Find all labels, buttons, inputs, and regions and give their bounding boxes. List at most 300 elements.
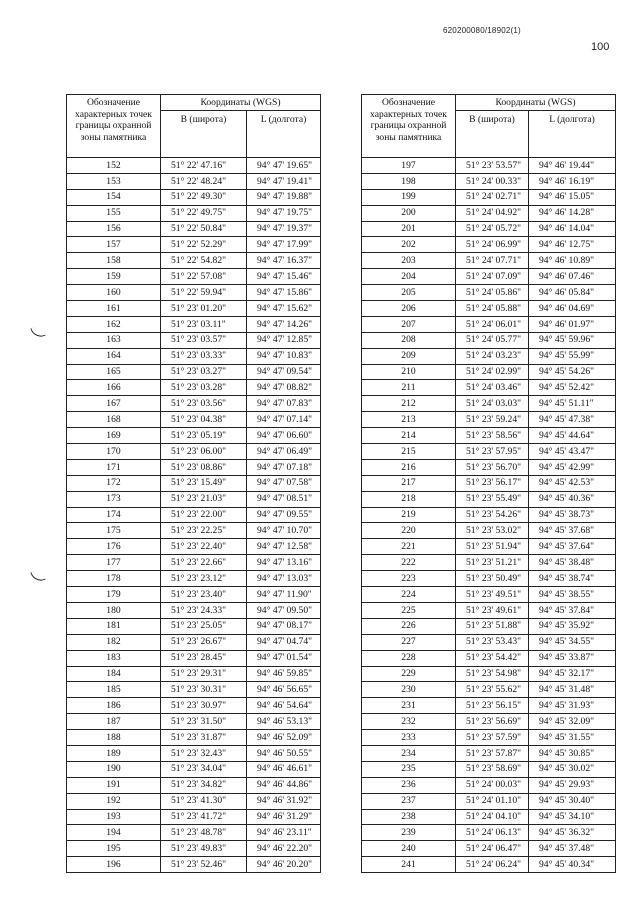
table-row	[362, 857, 616, 873]
table-row	[67, 555, 321, 571]
latitude-cell: 51° 22' 59.94"	[161, 285, 247, 301]
latitude-cell: 51° 23' 24.33"	[161, 602, 247, 618]
point-id-cell: 158	[67, 253, 161, 269]
table-row	[362, 332, 616, 348]
table-row	[67, 666, 321, 682]
table-row	[67, 237, 321, 253]
point-id-cell: 188	[67, 730, 161, 746]
point-id-cell: 206	[362, 301, 456, 317]
table-row	[362, 269, 616, 285]
point-id-cell: 232	[362, 714, 456, 730]
longitude-cell: 94° 45' 32.09"	[529, 714, 616, 730]
latitude-cell: 51° 23' 04.38"	[161, 412, 247, 428]
point-id-cell: 156	[67, 221, 161, 237]
longitude-cell: 94° 47' 15.62"	[247, 301, 321, 317]
latitude-cell: 51° 22' 54.82"	[161, 253, 247, 269]
point-id-cell: 183	[67, 650, 161, 666]
longitude-cell: 94° 45' 55.99"	[529, 348, 616, 364]
table-row	[67, 221, 321, 237]
longitude-cell: 94° 47' 07.18"	[247, 459, 321, 475]
point-id-cell: 205	[362, 285, 456, 301]
latitude-cell: 51° 24' 06.13"	[456, 825, 529, 841]
point-id-cell: 211	[362, 380, 456, 396]
latitude-cell: 51° 23' 22.40"	[161, 539, 247, 555]
latitude-cell: 51° 24' 03.03"	[456, 396, 529, 412]
table-row	[67, 650, 321, 666]
longitude-cell: 94° 47' 10.70"	[247, 523, 321, 539]
longitude-cell: 94° 46' 20.20"	[247, 857, 321, 873]
latitude-cell: 51° 24' 02.99"	[456, 364, 529, 380]
coords-column-header: Координаты (WGS)	[456, 95, 616, 111]
margin-mark	[30, 568, 45, 583]
lon-column-header: L (долгота)	[529, 111, 616, 158]
latitude-cell: 51° 23' 03.56"	[161, 396, 247, 412]
longitude-cell: 94° 47' 01.54"	[247, 650, 321, 666]
point-id-cell: 174	[67, 507, 161, 523]
point-id-cell: 182	[67, 634, 161, 650]
table-row	[67, 571, 321, 587]
latitude-cell: 51° 23' 57.59"	[456, 730, 529, 746]
longitude-cell: 94° 47' 09.54"	[247, 364, 321, 380]
longitude-cell: 94° 45' 38.48"	[529, 555, 616, 571]
point-id-cell: 164	[67, 348, 161, 364]
point-id-cell: 214	[362, 428, 456, 444]
table-row	[67, 428, 321, 444]
point-id-cell: 192	[67, 793, 161, 809]
point-id-cell: 197	[362, 158, 456, 174]
point-id-cell: 187	[67, 714, 161, 730]
table-row	[67, 761, 321, 777]
point-id-cell: 175	[67, 523, 161, 539]
table-row	[67, 459, 321, 475]
latitude-cell: 51° 23' 55.49"	[456, 491, 529, 507]
latitude-cell: 51° 22' 57.08"	[161, 269, 247, 285]
point-id-cell: 241	[362, 857, 456, 873]
table-row	[362, 841, 616, 857]
longitude-cell: 94° 45' 51.11"	[529, 396, 616, 412]
latitude-cell: 51° 23' 22.66"	[161, 555, 247, 571]
longitude-cell: 94° 46' 31.29"	[247, 809, 321, 825]
table-row	[362, 221, 616, 237]
table-row	[362, 475, 616, 491]
latitude-cell: 51° 23' 29.31"	[161, 666, 247, 682]
latitude-cell: 51° 23' 53.57"	[456, 158, 529, 174]
table-row	[67, 269, 321, 285]
latitude-cell: 51° 23' 23.40"	[161, 587, 247, 603]
latitude-cell: 51° 23' 26.67"	[161, 634, 247, 650]
table-row	[362, 237, 616, 253]
table-row	[67, 412, 321, 428]
latitude-cell: 51° 23' 03.11"	[161, 316, 247, 332]
margin-mark	[30, 324, 45, 339]
latitude-cell: 51° 23' 03.57"	[161, 332, 247, 348]
latitude-cell: 51° 23' 51.88"	[456, 618, 529, 634]
point-column-header: Обозначение характерных точек границы охранной зоны памятника	[67, 95, 161, 158]
longitude-cell: 94° 47' 12.85"	[247, 332, 321, 348]
point-id-cell: 228	[362, 650, 456, 666]
longitude-cell: 94° 47' 07.14"	[247, 412, 321, 428]
longitude-cell: 94° 47' 17.99"	[247, 237, 321, 253]
point-id-cell: 191	[67, 777, 161, 793]
latitude-cell: 51° 23' 57.87"	[456, 745, 529, 761]
longitude-cell: 94° 46' 56.65"	[247, 682, 321, 698]
longitude-cell: 94° 45' 52.42"	[529, 380, 616, 396]
point-id-cell: 163	[67, 332, 161, 348]
longitude-cell: 94° 45' 40.36"	[529, 491, 616, 507]
table-row	[362, 761, 616, 777]
table-row	[362, 650, 616, 666]
point-id-cell: 230	[362, 682, 456, 698]
longitude-cell: 94° 46' 16.19"	[529, 173, 616, 189]
longitude-cell: 94° 46' 10.89"	[529, 253, 616, 269]
longitude-cell: 94° 45' 38.73"	[529, 507, 616, 523]
table-row	[362, 666, 616, 682]
longitude-cell: 94° 46' 05.84"	[529, 285, 616, 301]
table-row	[67, 841, 321, 857]
latitude-cell: 51° 23' 03.27"	[161, 364, 247, 380]
table-row	[362, 587, 616, 603]
point-id-cell: 152	[67, 158, 161, 174]
point-id-cell: 170	[67, 444, 161, 460]
latitude-cell: 51° 23' 56.15"	[456, 698, 529, 714]
table-row	[362, 348, 616, 364]
table-row	[67, 444, 321, 460]
point-id-cell: 209	[362, 348, 456, 364]
point-id-cell: 223	[362, 571, 456, 587]
latitude-cell: 51° 23' 48.78"	[161, 825, 247, 841]
table-row	[67, 777, 321, 793]
longitude-cell: 94° 45' 40.34"	[529, 857, 616, 873]
table-row	[67, 857, 321, 873]
latitude-cell: 51° 24' 00.33"	[456, 173, 529, 189]
table-row	[362, 555, 616, 571]
point-id-cell: 196	[67, 857, 161, 873]
point-id-cell: 181	[67, 618, 161, 634]
longitude-cell: 94° 47' 08.82"	[247, 380, 321, 396]
longitude-cell: 94° 45' 42.99"	[529, 459, 616, 475]
point-id-cell: 199	[362, 189, 456, 205]
latitude-cell: 51° 23' 41.72"	[161, 809, 247, 825]
point-id-cell: 157	[67, 237, 161, 253]
latitude-cell: 51° 22' 52.29"	[161, 237, 247, 253]
longitude-cell: 94° 47' 07.58"	[247, 475, 321, 491]
latitude-cell: 51° 23' 30.31"	[161, 682, 247, 698]
point-id-cell: 236	[362, 777, 456, 793]
longitude-cell: 94° 46' 19.44"	[529, 158, 616, 174]
longitude-cell: 94° 46' 46.61"	[247, 761, 321, 777]
latitude-cell: 51° 23' 51.21"	[456, 555, 529, 571]
table-row	[362, 682, 616, 698]
table-row	[362, 634, 616, 650]
point-id-cell: 213	[362, 412, 456, 428]
lon-column-header: L (долгота)	[247, 111, 321, 158]
longitude-cell: 94° 47' 08.17"	[247, 618, 321, 634]
longitude-cell: 94° 46' 52.09"	[247, 730, 321, 746]
table-row	[67, 682, 321, 698]
point-id-cell: 193	[67, 809, 161, 825]
table-row	[67, 364, 321, 380]
table-row	[67, 793, 321, 809]
table-row	[67, 332, 321, 348]
point-id-cell: 194	[67, 825, 161, 841]
table-row	[362, 316, 616, 332]
longitude-cell: 94° 47' 06.49"	[247, 444, 321, 460]
table-row	[362, 745, 616, 761]
latitude-cell: 51° 23' 08.86"	[161, 459, 247, 475]
point-id-cell: 215	[362, 444, 456, 460]
latitude-cell: 51° 23' 58.69"	[456, 761, 529, 777]
latitude-cell: 51° 23' 51.94"	[456, 539, 529, 555]
latitude-cell: 51° 24' 04.92"	[456, 205, 529, 221]
latitude-cell: 51° 23' 56.70"	[456, 459, 529, 475]
page-number: 100	[591, 41, 610, 53]
table-row	[362, 444, 616, 460]
longitude-cell: 94° 45' 30.40"	[529, 793, 616, 809]
point-column-header: Обозначение характерных точек границы охранной зоны памятника	[362, 95, 456, 158]
point-id-cell: 218	[362, 491, 456, 507]
latitude-cell: 51° 24' 05.86"	[456, 285, 529, 301]
table-row	[67, 809, 321, 825]
longitude-cell: 94° 46' 50.55"	[247, 745, 321, 761]
point-id-cell: 185	[67, 682, 161, 698]
latitude-cell: 51° 23' 50.49"	[456, 571, 529, 587]
longitude-cell: 94° 47' 12.58"	[247, 539, 321, 555]
table-row	[362, 285, 616, 301]
point-id-cell: 173	[67, 491, 161, 507]
longitude-cell: 94° 45' 43.47"	[529, 444, 616, 460]
longitude-cell: 94° 45' 38.55"	[529, 587, 616, 603]
point-id-cell: 189	[67, 745, 161, 761]
table-row	[67, 173, 321, 189]
latitude-cell: 51° 23' 03.33"	[161, 348, 247, 364]
point-id-cell: 168	[67, 412, 161, 428]
point-id-cell: 227	[362, 634, 456, 650]
table-row	[362, 777, 616, 793]
coordinates-table-left	[66, 94, 321, 873]
point-id-cell: 177	[67, 555, 161, 571]
point-id-cell: 239	[362, 825, 456, 841]
point-id-cell: 200	[362, 205, 456, 221]
table-row	[362, 428, 616, 444]
latitude-cell: 51° 24' 00.03"	[456, 777, 529, 793]
table-row	[67, 396, 321, 412]
latitude-cell: 51° 24' 05.88"	[456, 301, 529, 317]
coordinates-table-right	[361, 94, 616, 873]
longitude-cell: 94° 45' 30.02"	[529, 761, 616, 777]
point-id-cell: 169	[67, 428, 161, 444]
point-id-cell: 201	[362, 221, 456, 237]
longitude-cell: 94° 47' 13.16"	[247, 555, 321, 571]
point-id-cell: 165	[67, 364, 161, 380]
point-id-cell: 178	[67, 571, 161, 587]
longitude-cell: 94° 47' 09.50"	[247, 602, 321, 618]
table-row	[67, 539, 321, 555]
point-id-cell: 240	[362, 841, 456, 857]
longitude-cell: 94° 47' 19.65"	[247, 158, 321, 174]
latitude-cell: 51° 23' 03.28"	[161, 380, 247, 396]
longitude-cell: 94° 46' 54.64"	[247, 698, 321, 714]
longitude-cell: 94° 45' 59.96"	[529, 332, 616, 348]
longitude-cell: 94° 45' 36.32"	[529, 825, 616, 841]
point-id-cell: 233	[362, 730, 456, 746]
longitude-cell: 94° 47' 19.75"	[247, 205, 321, 221]
point-id-cell: 184	[67, 666, 161, 682]
table-row	[67, 618, 321, 634]
point-id-cell: 208	[362, 332, 456, 348]
latitude-cell: 51° 23' 49.83"	[161, 841, 247, 857]
latitude-cell: 51° 23' 25.05"	[161, 618, 247, 634]
point-id-cell: 204	[362, 269, 456, 285]
latitude-cell: 51° 24' 01.10"	[456, 793, 529, 809]
longitude-cell: 94° 45' 38.74"	[529, 571, 616, 587]
point-id-cell: 231	[362, 698, 456, 714]
table-row	[362, 809, 616, 825]
table-row	[362, 253, 616, 269]
table-body-left	[67, 158, 321, 873]
longitude-cell: 94° 47' 19.88"	[247, 189, 321, 205]
point-id-cell: 176	[67, 539, 161, 555]
table-row	[67, 587, 321, 603]
table-row	[67, 634, 321, 650]
longitude-cell: 94° 45' 34.55"	[529, 634, 616, 650]
point-id-cell: 190	[67, 761, 161, 777]
table-row	[67, 714, 321, 730]
longitude-cell: 94° 45' 31.55"	[529, 730, 616, 746]
longitude-cell: 94° 45' 32.17"	[529, 666, 616, 682]
table-row	[362, 730, 616, 746]
point-id-cell: 234	[362, 745, 456, 761]
point-id-cell: 222	[362, 555, 456, 571]
longitude-cell: 94° 46' 01.97"	[529, 316, 616, 332]
longitude-cell: 94° 45' 34.10"	[529, 809, 616, 825]
point-id-cell: 225	[362, 602, 456, 618]
table-row	[67, 205, 321, 221]
latitude-cell: 51° 23' 22.25"	[161, 523, 247, 539]
point-id-cell: 153	[67, 173, 161, 189]
table-row	[67, 523, 321, 539]
document-id: 620200080/18902(1)	[443, 26, 521, 35]
latitude-cell: 51° 23' 01.20"	[161, 301, 247, 317]
point-id-cell: 224	[362, 587, 456, 603]
latitude-cell: 51° 23' 58.56"	[456, 428, 529, 444]
point-id-cell: 216	[362, 459, 456, 475]
point-id-cell: 180	[67, 602, 161, 618]
table-row	[362, 523, 616, 539]
latitude-cell: 51° 24' 06.01"	[456, 316, 529, 332]
longitude-cell: 94° 46' 59.85"	[247, 666, 321, 682]
table-row	[67, 301, 321, 317]
latitude-cell: 51° 24' 06.47"	[456, 841, 529, 857]
latitude-cell: 51° 23' 21.03"	[161, 491, 247, 507]
latitude-cell: 51° 24' 02.71"	[456, 189, 529, 205]
point-id-cell: 159	[67, 269, 161, 285]
point-id-cell: 207	[362, 316, 456, 332]
latitude-cell: 51° 23' 41.30"	[161, 793, 247, 809]
table-row	[67, 475, 321, 491]
latitude-cell: 51° 23' 34.82"	[161, 777, 247, 793]
point-id-cell: 161	[67, 301, 161, 317]
latitude-cell: 51° 24' 07.71"	[456, 253, 529, 269]
longitude-cell: 94° 45' 37.64"	[529, 539, 616, 555]
latitude-cell: 51° 23' 55.62"	[456, 682, 529, 698]
longitude-cell: 94° 45' 30.85"	[529, 745, 616, 761]
latitude-cell: 51° 23' 28.45"	[161, 650, 247, 666]
longitude-cell: 94° 47' 04.74"	[247, 634, 321, 650]
latitude-cell: 51° 24' 06.24"	[456, 857, 529, 873]
point-id-cell: 154	[67, 189, 161, 205]
longitude-cell: 94° 47' 14.26"	[247, 316, 321, 332]
table-row	[67, 253, 321, 269]
latitude-cell: 51° 23' 49.61"	[456, 602, 529, 618]
latitude-cell: 51° 24' 05.77"	[456, 332, 529, 348]
longitude-cell: 94° 47' 08.51"	[247, 491, 321, 507]
point-id-cell: 167	[67, 396, 161, 412]
latitude-cell: 51° 23' 31.50"	[161, 714, 247, 730]
longitude-cell: 94° 46' 23.11"	[247, 825, 321, 841]
table-row	[362, 507, 616, 523]
table-row	[362, 301, 616, 317]
latitude-cell: 51° 23' 49.51"	[456, 587, 529, 603]
longitude-cell: 94° 45' 47.38"	[529, 412, 616, 428]
coords-column-header: Координаты (WGS)	[161, 95, 321, 111]
point-id-cell: 237	[362, 793, 456, 809]
point-id-cell: 155	[67, 205, 161, 221]
longitude-cell: 94° 45' 37.48"	[529, 841, 616, 857]
table-row	[362, 173, 616, 189]
latitude-cell: 51° 23' 56.69"	[456, 714, 529, 730]
longitude-cell: 94° 45' 37.68"	[529, 523, 616, 539]
point-id-cell: 238	[362, 809, 456, 825]
point-id-cell: 198	[362, 173, 456, 189]
longitude-cell: 94° 46' 44.86"	[247, 777, 321, 793]
table-row	[362, 571, 616, 587]
table-row	[67, 285, 321, 301]
latitude-cell: 51° 23' 06.00"	[161, 444, 247, 460]
latitude-cell: 51° 24' 04.10"	[456, 809, 529, 825]
point-id-cell: 221	[362, 539, 456, 555]
longitude-cell: 94° 46' 07.46"	[529, 269, 616, 285]
table-row	[67, 316, 321, 332]
latitude-cell: 51° 23' 57.95"	[456, 444, 529, 460]
latitude-cell: 51° 23' 34.04"	[161, 761, 247, 777]
table-row	[67, 189, 321, 205]
longitude-cell: 94° 46' 53.13"	[247, 714, 321, 730]
point-id-cell: 179	[67, 587, 161, 603]
longitude-cell: 94° 47' 06.60"	[247, 428, 321, 444]
latitude-cell: 51° 23' 15.49"	[161, 475, 247, 491]
longitude-cell: 94° 45' 54.26"	[529, 364, 616, 380]
longitude-cell: 94° 46' 31.92"	[247, 793, 321, 809]
table-row	[67, 507, 321, 523]
table-row	[67, 348, 321, 364]
latitude-cell: 51° 22' 48.24"	[161, 173, 247, 189]
longitude-cell: 94° 47' 19.37"	[247, 221, 321, 237]
table-row	[67, 158, 321, 174]
latitude-cell: 51° 24' 03.23"	[456, 348, 529, 364]
longitude-cell: 94° 47' 10.83"	[247, 348, 321, 364]
latitude-cell: 51° 23' 53.43"	[456, 634, 529, 650]
table-row	[362, 380, 616, 396]
latitude-cell: 51° 23' 53.02"	[456, 523, 529, 539]
point-id-cell: 220	[362, 523, 456, 539]
table-row	[362, 412, 616, 428]
longitude-cell: 94° 45' 29.93"	[529, 777, 616, 793]
point-id-cell: 217	[362, 475, 456, 491]
latitude-cell: 51° 23' 59.24"	[456, 412, 529, 428]
point-id-cell: 160	[67, 285, 161, 301]
table-row	[362, 459, 616, 475]
lat-column-header: В (широта)	[161, 111, 247, 158]
